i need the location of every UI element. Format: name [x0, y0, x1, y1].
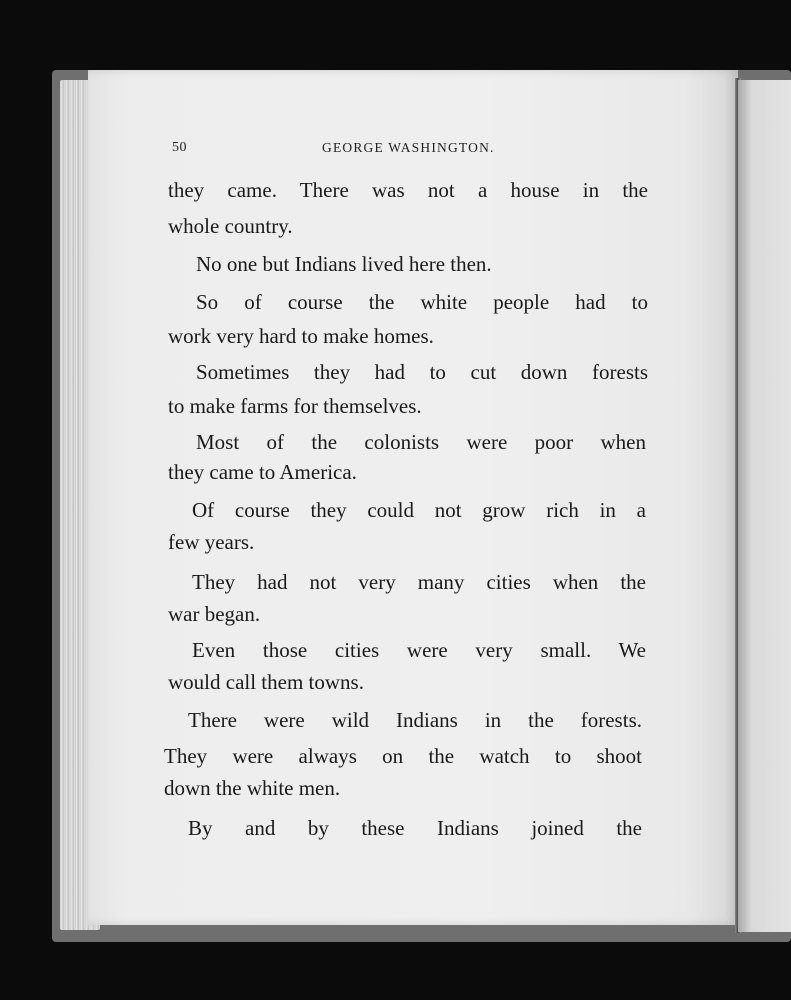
text-line: Sometimes they had to cut down forests	[196, 360, 648, 384]
text-line: whole country.	[168, 214, 293, 238]
text-line: they came. There was not a house in the	[168, 178, 648, 202]
text-line: No one but Indians lived here then.	[196, 252, 492, 276]
text-line: they came to America.	[168, 460, 357, 484]
text-line: to make farms for themselves.	[168, 394, 422, 418]
text-line: They had not very many cities when the	[192, 570, 646, 594]
text-line: There were wild Indians in the forests.	[188, 708, 642, 732]
text-line: would call them towns.	[168, 670, 364, 694]
text-line: Of course they could not grow rich in a	[192, 498, 646, 522]
running-head	[172, 140, 642, 160]
text-line: war began.	[168, 602, 261, 626]
text-line: Even those cities were very small. We	[192, 638, 646, 662]
text-line: down the white men.	[164, 776, 341, 800]
facing-page	[738, 80, 791, 932]
text-line: work very hard to make homes.	[168, 324, 434, 348]
text-line: few years.	[168, 530, 255, 554]
page-number: 50	[172, 140, 187, 155]
text-line: So of course the white people had to	[196, 290, 648, 314]
running-title: GEORGE WASHINGTON.	[322, 140, 495, 155]
text-line: Most of the colonists were poor when	[196, 430, 646, 454]
text-line: They were always on the watch to shoot	[164, 744, 642, 768]
text-line: By and by these Indians joined the	[188, 816, 642, 840]
